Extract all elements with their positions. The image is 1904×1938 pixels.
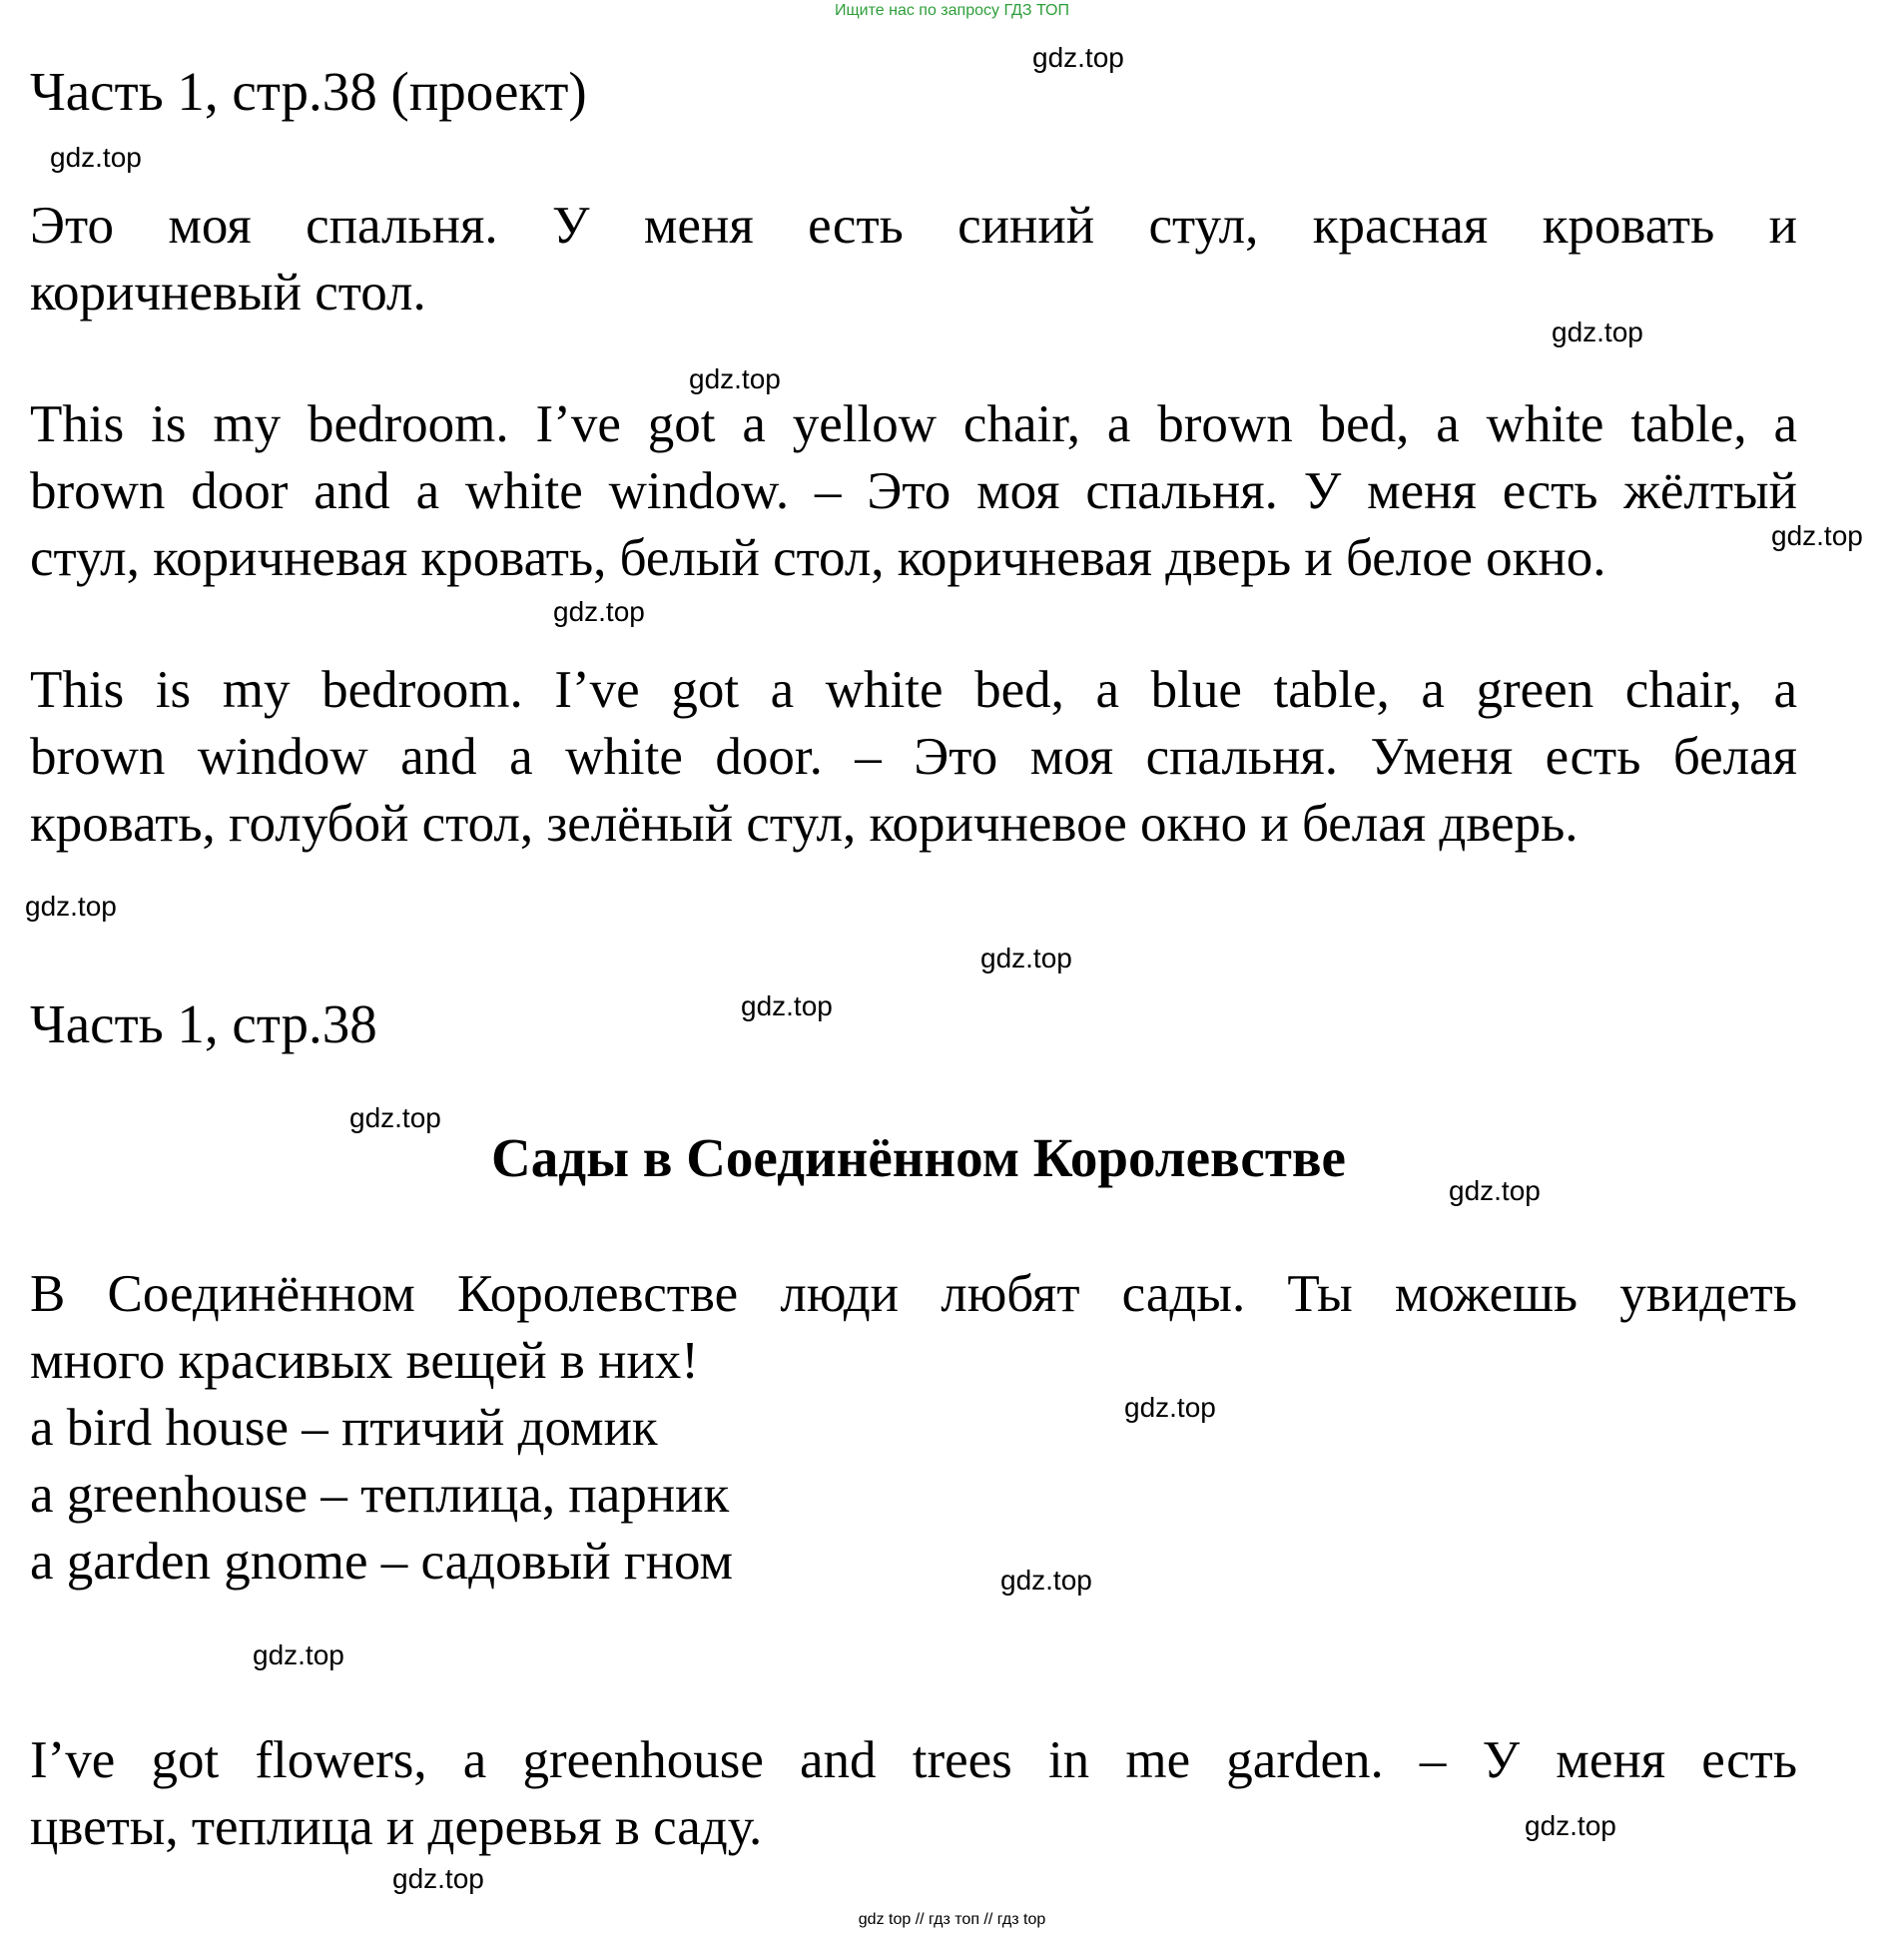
watermark: gdz.top (349, 1102, 441, 1133)
watermark: gdz.top (1449, 1175, 1541, 1206)
paragraph-line: стул, коричневая кровать, белый стол, коричневая дверь и белое окно. (30, 529, 1606, 587)
section-1-heading: Часть 1, стр.38 (проект) (30, 61, 587, 122)
watermark: gdz.top (253, 1639, 344, 1670)
paragraph-line: Это моя спальня. У меня есть синий стул, красная кровать и (30, 197, 1797, 255)
paragraph-line: В Соединённом Королевстве люди любят сады. Ты можешь увидеть (30, 1265, 1797, 1323)
section-2-heading: Часть 1, стр.38 (30, 993, 377, 1054)
watermark: gdz.top (1032, 42, 1124, 73)
watermark: gdz.top (1525, 1810, 1616, 1841)
watermark: gdz.top (25, 891, 117, 922)
watermark: gdz.top (50, 142, 142, 173)
watermark: gdz.top (1771, 520, 1863, 551)
top-banner: Ищите нас по запросу ГДЗ ТОП (835, 2, 1069, 19)
watermark: gdz.top (980, 943, 1072, 973)
paragraph-line: brown door and a white window. – Это моя спальня. У меня есть жёлтый (30, 462, 1797, 520)
paragraph-line: This is my bedroom. I’ve got a white bed, a blue table, a green chair, a (30, 661, 1797, 719)
section-1-paragraph-1 (30, 193, 1797, 326)
paragraph-line: I’ve got flowers, a greenhouse and trees in me garden. – У меня есть (30, 1731, 1797, 1789)
paragraph-line: кровать, голубой стол, зелёный стул, коричневое окно и белая дверь. (30, 795, 1579, 853)
paragraph-line: цветы, теплица и деревья в саду. (30, 1798, 763, 1856)
section-2-paragraph-1 (30, 1261, 1797, 1596)
watermark: gdz.top (1124, 1392, 1216, 1423)
paragraph-line: brown window and a white door. – Это моя спальня. Уменя есть белая (30, 728, 1797, 786)
section-1-paragraph-3 (30, 657, 1797, 858)
paragraph-line: коричневый стол. (30, 264, 426, 322)
vocabulary-item: a bird house – птичий домик (30, 1399, 658, 1457)
watermark: gdz.top (1552, 317, 1643, 347)
watermark: gdz.top (689, 363, 781, 394)
footer: gdz top // гдз топ // гдз top (858, 1911, 1046, 1928)
section-1-paragraph-2 (30, 391, 1797, 592)
watermark: gdz.top (741, 990, 833, 1021)
section-2-title: Сады в Соединённом Королевстве (491, 1127, 1346, 1188)
watermark: gdz.top (553, 596, 645, 627)
paragraph-line: много красивых вещей в них! (30, 1332, 699, 1390)
vocabulary-item: a garden gnome – садовый гном (30, 1533, 734, 1591)
watermark: gdz.top (392, 1863, 484, 1894)
vocabulary-item: a greenhouse – теплица, парник (30, 1466, 730, 1524)
paragraph-line: This is my bedroom. I’ve got a yellow chair, a brown bed, a white table, a (30, 395, 1797, 453)
watermark: gdz.top (1000, 1565, 1092, 1596)
